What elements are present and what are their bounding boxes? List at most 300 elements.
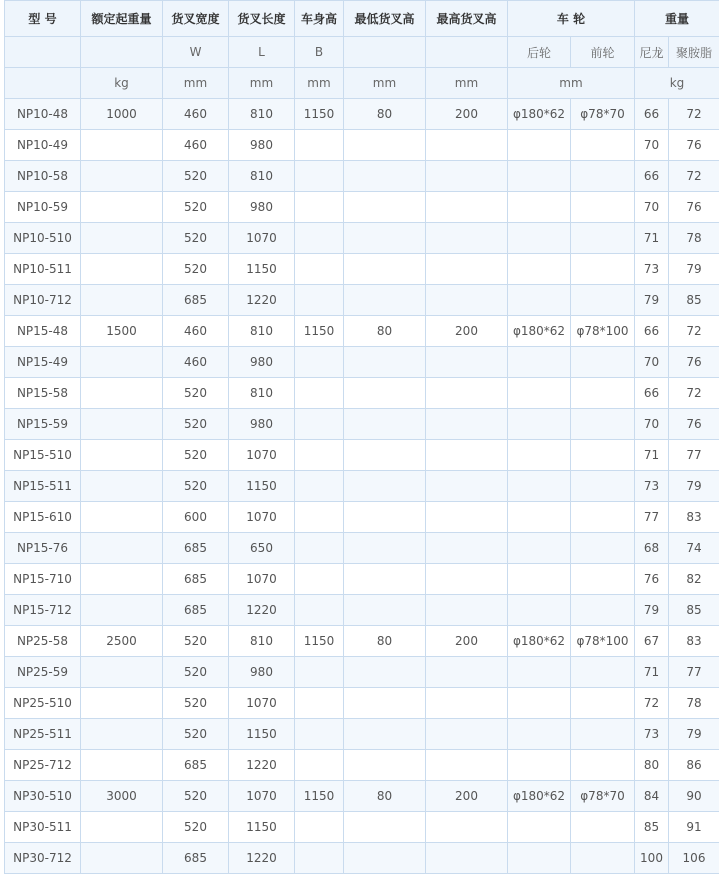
table-row [5,254,719,285]
cell-max-fork-height [426,254,508,285]
table-row [5,688,719,719]
cell-capacity [81,564,163,595]
table-row [5,626,719,657]
table-row [5,316,719,347]
cell-body-height [295,843,344,874]
cell-model: NP30-712 [5,843,81,874]
cell-weight-nylon: 72 [635,688,669,719]
cell-weight-nylon: 70 [635,130,669,161]
cell-fork-length: 1220 [229,843,295,874]
cell-rear-wheel [508,502,571,533]
cell-weight-nylon: 73 [635,719,669,750]
cell-model: NP30-510 [5,781,81,812]
cell-max-fork-height [426,688,508,719]
cell-min-fork-height [344,223,426,254]
cell-capacity: 1500 [81,316,163,347]
cell-front-wheel [571,440,635,471]
cell-body-height [295,130,344,161]
cell-weight-pu: 82 [669,564,719,595]
cell-capacity: 1000 [81,99,163,130]
cell-capacity: 3000 [81,781,163,812]
cell-model: NP10-511 [5,254,81,285]
header-capacity: 额定起重量 [81,1,163,37]
cell-front-wheel [571,843,635,874]
cell-max-fork-height [426,223,508,254]
cell-rear-wheel [508,192,571,223]
cell-capacity [81,657,163,688]
cell-weight-nylon: 80 [635,750,669,781]
cell-rear-wheel [508,595,571,626]
cell-max-fork-height: 200 [426,316,508,347]
cell-weight-pu: 72 [669,316,719,347]
cell-max-fork-height [426,130,508,161]
cell-model: NP25-58 [5,626,81,657]
cell-fork-length: 1220 [229,285,295,316]
table-row [5,502,719,533]
cell-fork-width: 520 [163,409,229,440]
cell-min-fork-height [344,843,426,874]
cell-fork-width: 520 [163,781,229,812]
cell-body-height [295,502,344,533]
table-row [5,223,719,254]
cell-weight-nylon: 100 [635,843,669,874]
cell-fork-width: 460 [163,99,229,130]
cell-rear-wheel: φ180*62 [508,781,571,812]
cell-fork-width: 520 [163,254,229,285]
cell-min-fork-height [344,595,426,626]
cell-fork-length: 980 [229,347,295,378]
cell-rear-wheel [508,223,571,254]
cell-min-fork-height [344,719,426,750]
cell-body-height [295,223,344,254]
cell-weight-pu: 77 [669,440,719,471]
cell-model: NP15-59 [5,409,81,440]
unit-min-fork: mm [344,68,426,99]
cell-fork-length: 810 [229,99,295,130]
cell-fork-width: 685 [163,750,229,781]
cell-weight-nylon: 66 [635,99,669,130]
cell-weight-nylon: 71 [635,223,669,254]
cell-min-fork-height [344,688,426,719]
cell-body-height [295,285,344,316]
cell-capacity [81,223,163,254]
table-row [5,409,719,440]
cell-min-fork-height [344,502,426,533]
cell-front-wheel [571,130,635,161]
cell-body-height [295,347,344,378]
cell-model: NP10-510 [5,223,81,254]
cell-min-fork-height [344,409,426,440]
cell-weight-nylon: 76 [635,564,669,595]
cell-body-height: 1150 [295,316,344,347]
cell-min-fork-height [344,285,426,316]
unit-fork-width: mm [163,68,229,99]
cell-fork-length: 980 [229,130,295,161]
cell-weight-pu: 79 [669,719,719,750]
header-min-fork-height: 最低货叉高 [344,1,426,37]
cell-weight-pu: 76 [669,409,719,440]
cell-rear-wheel [508,843,571,874]
cell-fork-width: 520 [163,471,229,502]
cell-min-fork-height [344,750,426,781]
cell-max-fork-height [426,347,508,378]
cell-weight-nylon: 79 [635,595,669,626]
cell-front-wheel [571,347,635,378]
cell-weight-pu: 78 [669,688,719,719]
cell-max-fork-height [426,595,508,626]
cell-rear-wheel [508,688,571,719]
cell-max-fork-height: 200 [426,781,508,812]
cell-rear-wheel [508,719,571,750]
cell-weight-nylon: 70 [635,347,669,378]
cell-capacity [81,719,163,750]
table-row [5,471,719,502]
cell-fork-length: 980 [229,192,295,223]
cell-model: NP25-712 [5,750,81,781]
cell-front-wheel [571,254,635,285]
table-row [5,719,719,750]
cell-front-wheel [571,471,635,502]
cell-fork-width: 685 [163,533,229,564]
cell-min-fork-height: 80 [344,99,426,130]
subheader-body-height: B [295,37,344,68]
cell-weight-nylon: 66 [635,161,669,192]
cell-max-fork-height [426,409,508,440]
table-row [5,533,719,564]
cell-weight-pu: 79 [669,254,719,285]
cell-weight-pu: 79 [669,471,719,502]
cell-model: NP25-510 [5,688,81,719]
cell-capacity [81,440,163,471]
cell-fork-length: 980 [229,409,295,440]
cell-capacity [81,471,163,502]
cell-weight-nylon: 71 [635,657,669,688]
cell-fork-width: 520 [163,223,229,254]
cell-weight-nylon: 77 [635,502,669,533]
header-fork-width: 货叉宽度 [163,1,229,37]
cell-capacity [81,533,163,564]
unit-body-height: mm [295,68,344,99]
cell-fork-width: 520 [163,161,229,192]
cell-body-height [295,657,344,688]
table-row [5,843,719,874]
cell-rear-wheel: φ180*62 [508,626,571,657]
cell-weight-pu: 74 [669,533,719,564]
cell-min-fork-height [344,812,426,843]
cell-fork-length: 1070 [229,688,295,719]
cell-rear-wheel [508,533,571,564]
table-row [5,99,719,130]
cell-weight-nylon: 85 [635,812,669,843]
unit-wheels: mm [508,68,635,99]
cell-fork-length: 1150 [229,719,295,750]
cell-body-height [295,564,344,595]
table-row [5,440,719,471]
cell-front-wheel: φ78*70 [571,99,635,130]
cell-front-wheel [571,533,635,564]
cell-capacity [81,378,163,409]
cell-rear-wheel [508,347,571,378]
subheader-max-fork-empty [426,37,508,68]
cell-fork-width: 520 [163,626,229,657]
cell-body-height [295,688,344,719]
cell-rear-wheel [508,161,571,192]
unit-capacity: kg [81,68,163,99]
cell-min-fork-height: 80 [344,316,426,347]
header-model: 型 号 [5,1,81,37]
cell-capacity [81,502,163,533]
cell-max-fork-height [426,812,508,843]
cell-weight-pu: 72 [669,161,719,192]
cell-front-wheel [571,595,635,626]
cell-body-height [295,409,344,440]
header-row [5,1,719,37]
cell-max-fork-height [426,719,508,750]
cell-rear-wheel [508,285,571,316]
cell-model: NP30-511 [5,812,81,843]
subheader-front-wheel: 前轮 [571,37,635,68]
table-row [5,564,719,595]
cell-capacity [81,843,163,874]
table-row [5,161,719,192]
cell-weight-pu: 86 [669,750,719,781]
cell-fork-width: 460 [163,347,229,378]
cell-weight-pu: 85 [669,595,719,626]
header-body-height: 车身高 [295,1,344,37]
cell-capacity [81,812,163,843]
cell-model: NP15-712 [5,595,81,626]
cell-min-fork-height [344,192,426,223]
table-row [5,595,719,626]
header-max-fork-height: 最高货叉高 [426,1,508,37]
unit-model-empty [5,68,81,99]
cell-weight-pu: 78 [669,223,719,254]
cell-model: NP10-49 [5,130,81,161]
cell-fork-width: 460 [163,316,229,347]
cell-body-height: 1150 [295,781,344,812]
cell-max-fork-height [426,192,508,223]
cell-weight-pu: 76 [669,347,719,378]
cell-capacity [81,347,163,378]
cell-fork-length: 1070 [229,502,295,533]
cell-weight-nylon: 66 [635,378,669,409]
cell-body-height [295,719,344,750]
cell-fork-length: 1070 [229,440,295,471]
cell-capacity [81,409,163,440]
cell-weight-pu: 90 [669,781,719,812]
cell-rear-wheel [508,812,571,843]
table-row [5,781,719,812]
cell-fork-length: 1070 [229,781,295,812]
cell-fork-length: 1070 [229,564,295,595]
cell-max-fork-height [426,750,508,781]
subheader-rear-wheel: 后轮 [508,37,571,68]
cell-model: NP15-48 [5,316,81,347]
cell-min-fork-height: 80 [344,781,426,812]
cell-min-fork-height [344,130,426,161]
table-row [5,812,719,843]
cell-front-wheel [571,719,635,750]
cell-weight-nylon: 67 [635,626,669,657]
cell-weight-nylon: 79 [635,285,669,316]
cell-model: NP25-511 [5,719,81,750]
cell-body-height: 1150 [295,99,344,130]
cell-fork-length: 810 [229,316,295,347]
unit-max-fork: mm [426,68,508,99]
cell-min-fork-height [344,471,426,502]
cell-weight-pu: 91 [669,812,719,843]
cell-body-height [295,254,344,285]
cell-fork-width: 520 [163,688,229,719]
cell-weight-pu: 85 [669,285,719,316]
cell-body-height [295,471,344,502]
cell-capacity [81,130,163,161]
subheader-min-fork-empty [344,37,426,68]
cell-front-wheel [571,161,635,192]
spec-table [4,0,719,874]
cell-front-wheel: φ78*100 [571,626,635,657]
cell-fork-width: 685 [163,285,229,316]
cell-fork-width: 685 [163,843,229,874]
cell-rear-wheel [508,409,571,440]
table-row [5,657,719,688]
cell-fork-length: 1150 [229,812,295,843]
cell-body-height [295,192,344,223]
unit-row [5,68,719,99]
cell-min-fork-height [344,347,426,378]
cell-max-fork-height [426,440,508,471]
cell-rear-wheel [508,378,571,409]
cell-rear-wheel [508,471,571,502]
subheader-model-empty [5,37,81,68]
cell-max-fork-height [426,657,508,688]
cell-rear-wheel [508,564,571,595]
cell-model: NP15-610 [5,502,81,533]
cell-min-fork-height [344,533,426,564]
cell-weight-pu: 76 [669,192,719,223]
cell-fork-width: 520 [163,812,229,843]
cell-min-fork-height [344,564,426,595]
cell-weight-nylon: 73 [635,254,669,285]
cell-fork-length: 980 [229,657,295,688]
cell-front-wheel [571,378,635,409]
cell-rear-wheel [508,130,571,161]
cell-fork-width: 685 [163,564,229,595]
cell-model: NP10-48 [5,99,81,130]
cell-fork-width: 520 [163,657,229,688]
cell-rear-wheel [508,254,571,285]
cell-front-wheel [571,192,635,223]
cell-model: NP15-76 [5,533,81,564]
cell-weight-pu: 76 [669,130,719,161]
cell-body-height [295,595,344,626]
cell-front-wheel [571,502,635,533]
cell-model: NP25-59 [5,657,81,688]
cell-weight-nylon: 70 [635,192,669,223]
cell-front-wheel [571,750,635,781]
header-wheels: 车 轮 [508,1,635,37]
table-row [5,347,719,378]
cell-model: NP15-49 [5,347,81,378]
cell-rear-wheel [508,750,571,781]
cell-body-height [295,440,344,471]
cell-front-wheel [571,688,635,719]
cell-body-height [295,378,344,409]
cell-max-fork-height [426,378,508,409]
cell-fork-length: 1150 [229,254,295,285]
subheader-pu: 聚胺脂 [669,37,719,68]
cell-fork-length: 1220 [229,750,295,781]
cell-max-fork-height [426,285,508,316]
cell-fork-length: 1150 [229,471,295,502]
cell-weight-pu: 72 [669,378,719,409]
cell-fork-width: 685 [163,595,229,626]
cell-fork-length: 810 [229,626,295,657]
table-row [5,192,719,223]
cell-fork-length: 810 [229,378,295,409]
cell-fork-width: 520 [163,378,229,409]
cell-capacity [81,688,163,719]
cell-fork-width: 600 [163,502,229,533]
cell-fork-width: 520 [163,440,229,471]
cell-rear-wheel: φ180*62 [508,99,571,130]
table-body [5,99,719,874]
subheader-capacity-empty [81,37,163,68]
cell-fork-width: 460 [163,130,229,161]
subheader-row [5,37,719,68]
cell-min-fork-height [344,254,426,285]
cell-front-wheel [571,223,635,254]
cell-fork-width: 520 [163,719,229,750]
cell-max-fork-height [426,564,508,595]
cell-max-fork-height [426,161,508,192]
cell-max-fork-height [426,843,508,874]
cell-body-height [295,812,344,843]
subheader-nylon: 尼龙 [635,37,669,68]
subheader-fork-width: W [163,37,229,68]
unit-weight: kg [635,68,719,99]
cell-max-fork-height: 200 [426,99,508,130]
cell-weight-pu: 77 [669,657,719,688]
cell-model: NP10-59 [5,192,81,223]
cell-weight-nylon: 70 [635,409,669,440]
cell-model: NP10-712 [5,285,81,316]
table-row [5,285,719,316]
cell-body-height: 1150 [295,626,344,657]
cell-capacity [81,750,163,781]
cell-min-fork-height [344,657,426,688]
cell-weight-nylon: 68 [635,533,669,564]
cell-fork-length: 1070 [229,223,295,254]
cell-front-wheel: φ78*100 [571,316,635,347]
cell-weight-nylon: 84 [635,781,669,812]
cell-rear-wheel [508,657,571,688]
cell-max-fork-height [426,502,508,533]
cell-body-height [295,161,344,192]
cell-model: NP15-710 [5,564,81,595]
cell-weight-pu: 106 [669,843,719,874]
table-row [5,130,719,161]
cell-front-wheel [571,812,635,843]
cell-body-height [295,750,344,781]
cell-capacity [81,285,163,316]
cell-front-wheel [571,657,635,688]
cell-min-fork-height [344,161,426,192]
cell-weight-pu: 83 [669,626,719,657]
cell-max-fork-height [426,533,508,564]
cell-capacity [81,192,163,223]
cell-model: NP15-510 [5,440,81,471]
